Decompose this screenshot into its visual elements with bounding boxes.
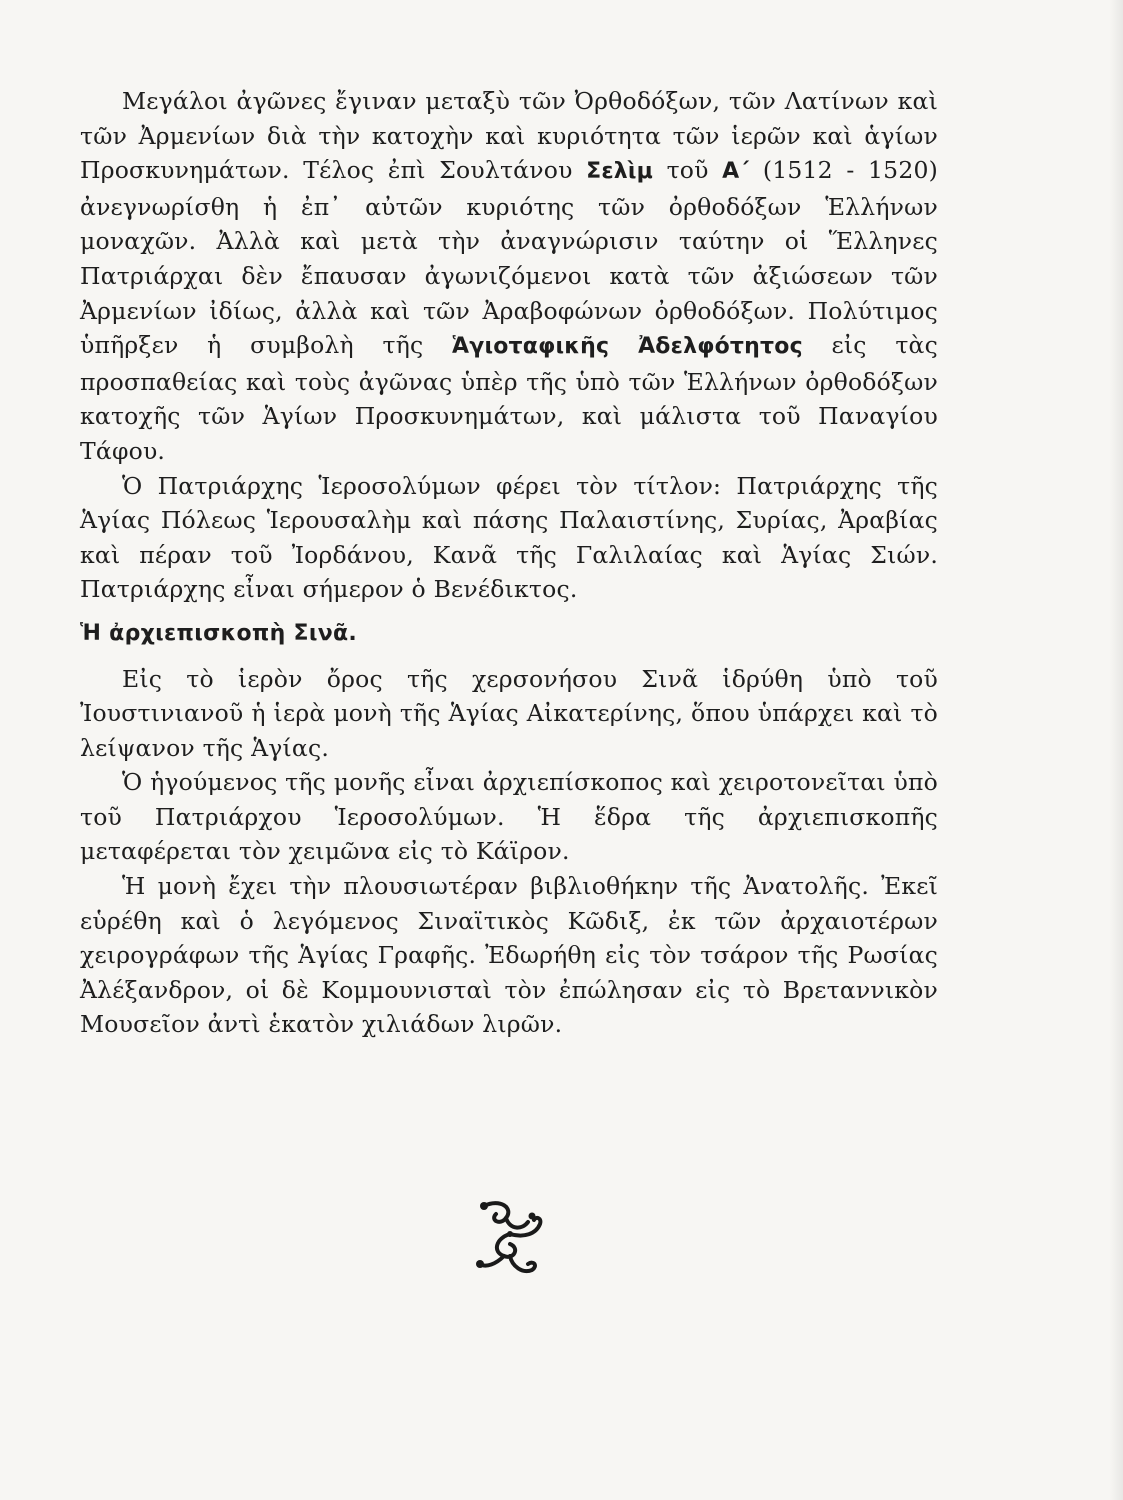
- paragraph-text: Ἡ μονὴ ἔχει τὴν πλουσιωτέραν βιβλιοθήκην τῆς Ἀνατολῆς. Ἐκεῖ εὑρέθη καὶ ὁ λεγόμενος Σιναϊτικὸς Κῶδιξ, ἐκ τῶν ἀρχαιοτέρων χειρογράφων τῆς Ἁγίας Γραφῆς. Ἐδωρήθη εἰς τὸν τσάρον τῆς Ρωσίας Ἀλέξανδρον, οἱ δὲ Κομμουνισταὶ τὸν ἐπώλησαν εἰς τὸ Βρεταννικὸν Μουσεῖον ἀντὶ ἑκατὸν χιλιάδων λιρῶν.: [80, 872, 938, 1039]
- paragraph-text: Ὁ ἡγούμενος τῆς μονῆς εἶναι ἀρχιεπίσκοπος καὶ χειροτονεῖται ὑπὸ τοῦ Πατριάρχου Ἱεροσολύμων. Ἡ ἕδρα τῆς ἀρχιεπισκοπῆς μεταφέρεται τὸν χειμῶνα εἰς τὸ Κάϊρον.: [80, 768, 938, 866]
- floral-ornament-icon: [470, 1194, 550, 1284]
- paragraphs-after: [80, 662, 938, 1043]
- bold-term: Α΄: [722, 159, 750, 185]
- page-edge-shadow: [1109, 0, 1123, 1500]
- section-heading: Ἡ ἀρχιεπισκοπὴ Σινᾶ.: [80, 620, 358, 646]
- paragraph-text: Εἰς τὸ ἱερὸν ὄρος τῆς χερσονήσου Σινᾶ ἱδρύθη ὑπὸ τοῦ Ἰουστινιανοῦ ἡ ἱερὰ μονὴ τῆς Ἁγίας Αἰκατερίνης, ὅπου ὑπάρχει καὶ τὸ λείψανον τῆς Ἁγίας.: [80, 664, 938, 762]
- bold-term: Ἁγιοταφικῆς Ἀδελφότητος: [452, 334, 803, 360]
- paragraph-p5: [80, 869, 938, 1042]
- paragraph-p2: [80, 469, 938, 607]
- text-body: [80, 84, 938, 1042]
- paragraph-text: εἰς τὰς προσπαθείας καὶ τοὺς ἀγῶνας ὑπὲρ τῆς ὑπὸ τῶν Ἑλλήνων ὀρθοδόξων κατοχῆς τῶν Ἁγίων Προσκυνημάτων, καὶ μάλιστα τοῦ Παναγίου Τάφου.: [80, 331, 938, 465]
- bold-term: Σελὶμ: [586, 159, 654, 185]
- paragraph-text: Μεγάλοι ἀγῶνες ἔγιναν μεταξὺ τῶν Ὀρθοδόξων, τῶν Λατίνων καὶ τῶν Ἀρμενίων διὰ τὴν κατοχὴν καὶ κυριότητα τῶν ἱερῶν καὶ ἁγίων Προσκυνημάτων. Τέλος ἐπὶ Σουλτάνου: [80, 87, 938, 185]
- paragraph-text: τοῦ: [653, 156, 723, 185]
- paragraphs-before: [80, 84, 938, 607]
- paragraph-p1: [80, 84, 938, 469]
- paragraph-p3: [80, 662, 938, 766]
- paragraph-text: Ὁ Πατριάρχης Ἱεροσολύμων φέρει τὸν τίτλον: Πατριάρχης τῆς Ἁγίας Πόλεως Ἱερουσαλὴμ καὶ πάσης Παλαιστίνης, Συρίας, Ἀραβίας καὶ πέραν τοῦ Ἰορδάνου, Κανᾶ τῆς Γαλιλαίας καὶ Ἁγίας Σιών. Πατριάρχης εἶναι σήμερον ὁ Βενέδικτος.: [80, 471, 938, 604]
- paragraph-text: (1512 - 1520) ἀνεγνωρίσθη ἡ ἐπ᾽ αὐτῶν κυριότης τῶν ὀρθοδόξων Ἑλλήνων μοναχῶν. Ἀλλὰ καὶ μετὰ τὴν ἀναγνώρισιν ταύτην οἱ Ἕλληνες Πατριάρχαι δὲν ἔπαυσαν ἀγωνιζόμενοι κατὰ τῶν ἀξιώσεων τῶν Ἀρμενίων ἰδίως, ἀλλὰ καὶ τῶν Ἀραβοφώνων ὀρθοδόξων. Πολύτιμος ὑπῆρξεν ἡ συμβολὴ τῆς: [80, 156, 938, 360]
- paragraph-p4: [80, 765, 938, 869]
